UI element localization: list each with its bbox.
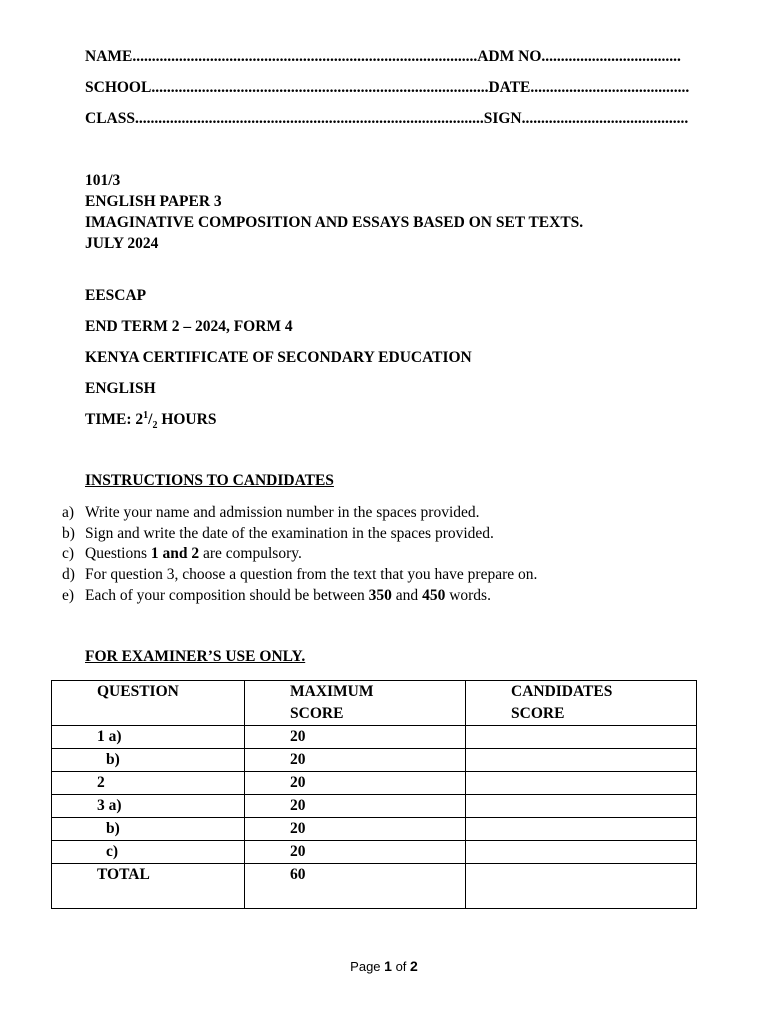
total-row: [52, 864, 697, 909]
paper-header: [85, 170, 583, 254]
instruction-text: [85, 586, 491, 607]
header-question: [52, 681, 245, 726]
score-table: [51, 680, 697, 909]
school-field[interactable]: SCHOOL.......................................................................................: [85, 79, 489, 96]
header-candidates-score-label: SCORE: [511, 705, 565, 722]
total-pages: 2: [410, 958, 418, 974]
header-question-label: QUESTION: [97, 683, 179, 700]
table-row: [52, 818, 697, 841]
instruction-bold-part: 450: [422, 586, 446, 604]
header-maximum-score: [245, 681, 466, 726]
candidate-score-cell[interactable]: [466, 795, 697, 818]
exam-time: [85, 409, 472, 440]
sign-field[interactable]: SIGN...........................................: [483, 110, 689, 127]
instruction-marker: d): [62, 566, 75, 584]
instruction-text: [85, 524, 494, 545]
exam-details: [85, 285, 472, 440]
instruction-marker: e): [62, 586, 75, 604]
max-score-cell: 20: [245, 749, 466, 772]
question-cell: c): [52, 841, 245, 864]
total-max-cell: 60: [245, 864, 466, 909]
time-numerator: 1: [143, 409, 149, 421]
table-header-row: [52, 681, 697, 726]
name-field[interactable]: NAME.........................................................................................: [85, 48, 478, 65]
question-cell: b): [52, 818, 245, 841]
instruction-text-part: and: [391, 586, 423, 604]
name-row: [85, 46, 725, 77]
candidate-score-cell[interactable]: [466, 772, 697, 795]
current-page: 1: [384, 958, 392, 974]
paper-subject: IMAGINATIVE COMPOSITION AND ESSAYS BASED ON SET TEXTS.: [85, 214, 584, 231]
instruction-item: [62, 544, 537, 565]
instruction-item: [62, 586, 537, 607]
paper-code: 101/3: [85, 172, 121, 189]
instruction-text-part: words.: [445, 586, 491, 604]
header-maximum-label: MAXIMUM: [290, 683, 374, 700]
instruction-text-part: Write your name and admission number in the spaces provided.: [85, 504, 480, 521]
instruction-text-part: Each of your composition should be between: [85, 586, 369, 604]
candidate-fields: [85, 46, 725, 139]
exam-term: END TERM 2 – 2024, FORM 4: [85, 318, 293, 335]
of-word: of: [391, 959, 411, 974]
max-score-cell: 20: [245, 818, 466, 841]
time-slash: /: [148, 411, 153, 428]
exam-certificate: KENYA CERTIFICATE OF SECONDARY EDUCATION: [85, 349, 472, 366]
school-row: [85, 77, 725, 108]
instruction-marker: c): [62, 545, 75, 563]
instruction-text: [85, 503, 480, 524]
max-score-cell: 20: [245, 841, 466, 864]
instruction-item: [62, 524, 537, 545]
exam-subject: ENGLISH: [85, 380, 156, 397]
page-word: Page: [350, 959, 385, 974]
table-row: [52, 726, 697, 749]
max-score-cell: 20: [245, 726, 466, 749]
header-candidates-score: [466, 681, 697, 726]
question-cell: 2: [52, 772, 245, 795]
header-candidates-label: CANDIDATES: [511, 683, 613, 700]
time-prefix: TIME: 2: [85, 411, 144, 428]
examiner-title: FOR EXAMINER’S USE ONLY.: [85, 648, 306, 665]
instruction-text-part: Sign and write the date of the examination in the spaces provided.: [85, 524, 494, 542]
total-candidate-score-cell[interactable]: [466, 864, 697, 909]
instruction-text-part: For question 3, choose a question from the text that you have prepare on.: [85, 566, 538, 584]
class-row: [85, 108, 725, 139]
question-cell: 3 a): [52, 795, 245, 818]
table-row: [52, 841, 697, 864]
total-label-cell: TOTAL: [52, 864, 245, 909]
adm-no-field[interactable]: ADM NO....................................: [477, 48, 681, 65]
instructions-title: INSTRUCTIONS TO CANDIDATES: [85, 472, 334, 489]
table-row: [52, 749, 697, 772]
instruction-item: [62, 565, 537, 586]
exam-body: EESCAP: [85, 287, 147, 304]
candidate-score-cell[interactable]: [466, 841, 697, 864]
header-score-label: SCORE: [290, 705, 344, 722]
table-row: [52, 795, 697, 818]
question-cell: 1 a): [52, 726, 245, 749]
instruction-text: [85, 565, 537, 586]
instruction-item: [62, 503, 537, 524]
instruction-text: [85, 544, 302, 565]
question-cell: b): [52, 749, 245, 772]
time-denominator: 2: [152, 420, 158, 432]
candidate-score-cell[interactable]: [466, 818, 697, 841]
page-footer: [0, 958, 768, 974]
instruction-marker: a): [62, 504, 75, 521]
class-field[interactable]: CLASS..........................................................................................: [85, 110, 484, 127]
instruction-bold-part: 350: [368, 586, 392, 604]
date-field[interactable]: DATE.........................................: [488, 79, 690, 96]
candidate-score-cell[interactable]: [466, 726, 697, 749]
instruction-bold-part: 1 and 2: [150, 545, 200, 563]
max-score-cell: 20: [245, 795, 466, 818]
instruction-text-part: Questions: [85, 545, 151, 563]
instruction-text-part: are compulsory.: [199, 545, 302, 563]
paper-title: ENGLISH PAPER 3: [85, 193, 222, 210]
max-score-cell: 20: [245, 772, 466, 795]
instruction-marker: b): [62, 524, 75, 542]
instructions-list: [62, 503, 537, 607]
table-row: [52, 772, 697, 795]
paper-date: JULY 2024: [85, 235, 159, 252]
candidate-score-cell[interactable]: [466, 749, 697, 772]
time-suffix: HOURS: [157, 411, 217, 428]
